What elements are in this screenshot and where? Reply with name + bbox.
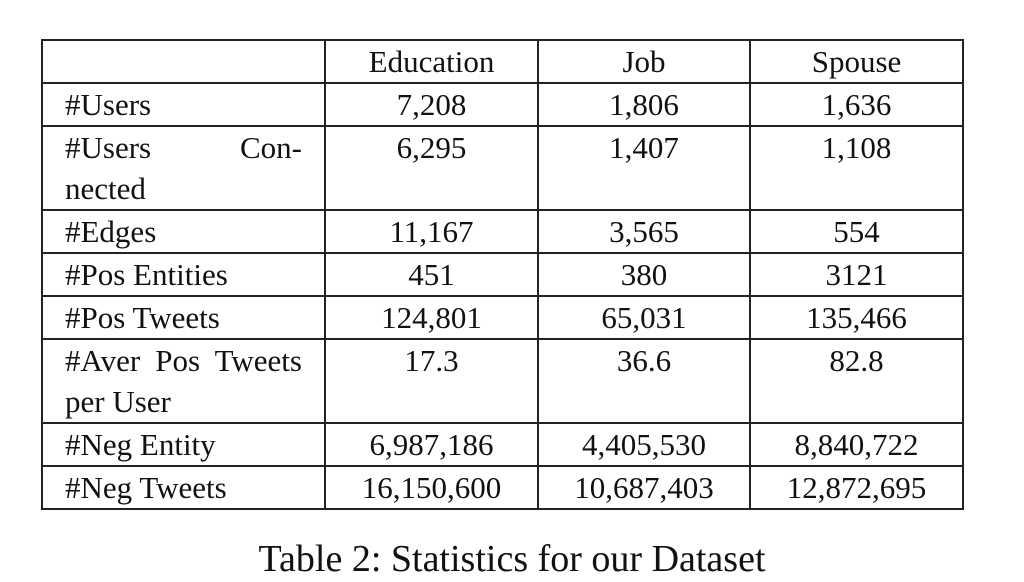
table-cell: 1,108: [750, 126, 963, 210]
table-row: [42, 126, 963, 210]
table-cell: 3121: [750, 253, 963, 296]
table-cell: 65,031: [538, 296, 750, 339]
column-header-job: Job: [538, 40, 750, 83]
table-cell: 11,167: [325, 210, 538, 253]
table-cell: 12,872,695: [750, 466, 963, 509]
row-label: #Pos Entities: [42, 253, 325, 296]
table-cell: 1,407: [538, 126, 750, 210]
table-cell: 1,636: [750, 83, 963, 126]
table-cell: 135,466: [750, 296, 963, 339]
table-cell: 451: [325, 253, 538, 296]
row-label: #Edges: [42, 210, 325, 253]
table-cell: 16,150,600: [325, 466, 538, 509]
column-header-empty: [42, 40, 325, 83]
table-cell: 4,405,530: [538, 423, 750, 466]
table-cell: 124,801: [325, 296, 538, 339]
table-cell: 8,840,722: [750, 423, 963, 466]
row-label: #Pos Tweets: [42, 296, 325, 339]
table-cell: 1,806: [538, 83, 750, 126]
table-row: [42, 423, 963, 466]
table-cell: 3,565: [538, 210, 750, 253]
table-cell: 82.8: [750, 339, 963, 423]
row-label: #Neg Tweets: [42, 466, 325, 509]
table-row: [42, 466, 963, 509]
table-cell: 7,208: [325, 83, 538, 126]
table-cell: 36.6: [538, 339, 750, 423]
column-header-education: Education: [325, 40, 538, 83]
table-cell: 554: [750, 210, 963, 253]
table-cell: 6,987,186: [325, 423, 538, 466]
column-header-spouse: Spouse: [750, 40, 963, 83]
table-row: [42, 339, 963, 423]
table-row: [42, 296, 963, 339]
table-header-row: [42, 40, 963, 83]
row-label: #Users Con- nected: [42, 126, 325, 210]
table-cell: 17.3: [325, 339, 538, 423]
statistics-table: [41, 39, 964, 510]
table-caption: Table 2: Statistics for our Dataset: [258, 538, 766, 580]
table-row: [42, 253, 963, 296]
row-label: #Neg Entity: [42, 423, 325, 466]
row-label: #Aver Pos Tweets per User: [42, 339, 325, 423]
table-row: [42, 210, 963, 253]
table-cell: 6,295: [325, 126, 538, 210]
table-cell: 380: [538, 253, 750, 296]
table-cell: 10,687,403: [538, 466, 750, 509]
table-row: [42, 83, 963, 126]
row-label: #Users: [42, 83, 325, 126]
